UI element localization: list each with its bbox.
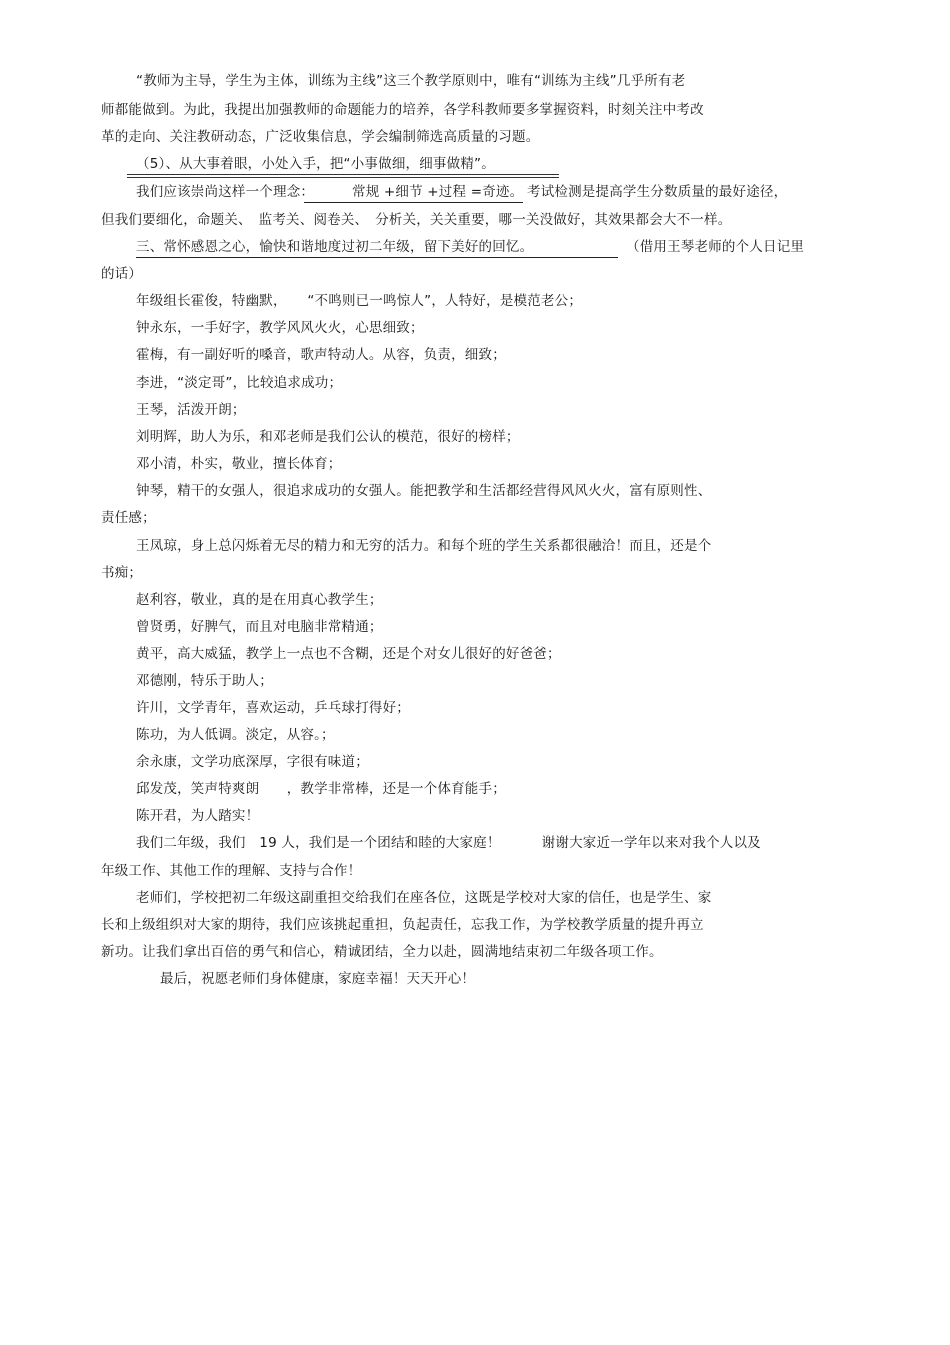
closing-line: 我们二年级，我们 19 人，我们是一个团结和睦的大家庭！ 谢谢大家近一学年以来对我个人以及	[136, 835, 761, 851]
closing-line: 年级工作、其他工作的理解、支持与合作！	[101, 863, 362, 879]
paragraph-line: 我们应该崇尚这样一个理念：	[136, 184, 315, 200]
paragraph-line: “教师为主导，学生为主体，训练为主线”这三个教学原则中，唯有“训练为主线”几乎所有老	[136, 73, 686, 89]
teacher-note: 赵利容，敬业，真的是在用真心教学生；	[136, 592, 383, 608]
teacher-note: 曾贤勇，好脾气，而且对电脑非常精通；	[136, 619, 383, 635]
closing-line: 最后，祝愿老师们身体健康，家庭幸福！天天开心！	[160, 971, 476, 987]
teacher-note: 李进，“淡定哥”，比较追求成功；	[136, 375, 343, 391]
teacher-note: 陈开君，为人踏实！	[136, 808, 260, 824]
paragraph-line: 考试检测是提高学生分数质量的最好途径，	[527, 184, 788, 200]
teacher-note: 刘明辉，助人为乐，和邓老师是我们公认的模范，很好的榜样；	[136, 429, 520, 445]
teacher-note: 黄平，高大威猛，教学上一点也不含糊，还是个对女儿很好的好爸爸；	[136, 646, 561, 662]
section-heading-5: （5）、从大事着眼，小处入手，把“小事做细，细事做精”。	[136, 156, 495, 172]
teacher-note: 邱发茂，笑声特爽朗 ，教学非常棒，还是一个体育能手；	[136, 781, 506, 797]
paragraph-line: 革的走向、关注教研动态，广泛收集信息，学会编制筛选高质量的习题。	[101, 129, 540, 145]
teacher-note: 钟永东，一手好字，教学风风火火，心思细致；	[136, 320, 424, 336]
paragraph-line: 的话）	[101, 266, 143, 282]
teacher-note: 邓小清，朴实，敬业，擅长体育；	[136, 456, 342, 472]
teacher-note: 钟琴，精干的女强人，很追求成功的女强人。能把教学和生活都经营得风风火火，富有原则性、	[136, 483, 712, 499]
teacher-note: 年级组长霍俊，特幽默， “不鸣则已一鸣惊人”，人特好，是模范老公；	[136, 293, 583, 309]
teacher-note: 书痴；	[101, 565, 143, 581]
motto-underline	[304, 202, 523, 203]
teacher-note: 余永康，文学功底深厚，字很有味道；	[136, 754, 369, 770]
teacher-note: 霍梅，有一副好听的嗓音，歌声特动人。从容，负责，细致；	[136, 347, 506, 363]
heading-underline	[136, 257, 618, 258]
teacher-note: 责任感；	[101, 510, 156, 526]
teacher-note: 许川，文学青年，喜欢运动，乒乓球打得好；	[136, 700, 410, 716]
teacher-note: 王凤琼，身上总闪烁着无尽的精力和无穷的活力。和每个班的学生关系都很融洽！而且，还是个	[136, 538, 712, 554]
paragraph-line: （借用王琴老师的个人日记里	[626, 239, 805, 255]
closing-line: 老师们，学校把初二年级这副重担交给我们在座各位，这既是学校对大家的信任，也是学生、家	[136, 890, 712, 906]
paragraph-line: 但我们要细化，命题关、 监考关、阅卷关、 分析关，关关重要，哪一关没做好，其效果都会大不一样。	[101, 212, 732, 228]
paragraph-line: 师都能做到。为此，我提出加强教师的命题能力的培养，各学科教师要多掌握资料，时刻关注中考改	[101, 102, 704, 118]
closing-line: 长和上级组织对大家的期待，我们应该挑起重担，负起责任，忘我工作，为学校教学质量的提升再立	[101, 917, 704, 933]
teacher-note: 陈功，为人低调。淡定，从容。；	[136, 727, 335, 743]
teacher-note: 邓德刚，特乐于助人；	[136, 673, 273, 689]
double-underline	[127, 174, 559, 175]
teacher-note: 王琴，活泼开朗；	[136, 402, 246, 418]
motto-text: 常规 +细节 +过程 =奇迹。	[352, 184, 524, 200]
section-heading-3: 三、常怀感恩之心，愉快和谐地度过初二年级，留下美好的回忆。	[136, 239, 534, 255]
closing-line: 新功。让我们拿出百倍的勇气和信心，精诚团结，全力以赴，圆满地结束初二年级各项工作。	[101, 944, 663, 960]
